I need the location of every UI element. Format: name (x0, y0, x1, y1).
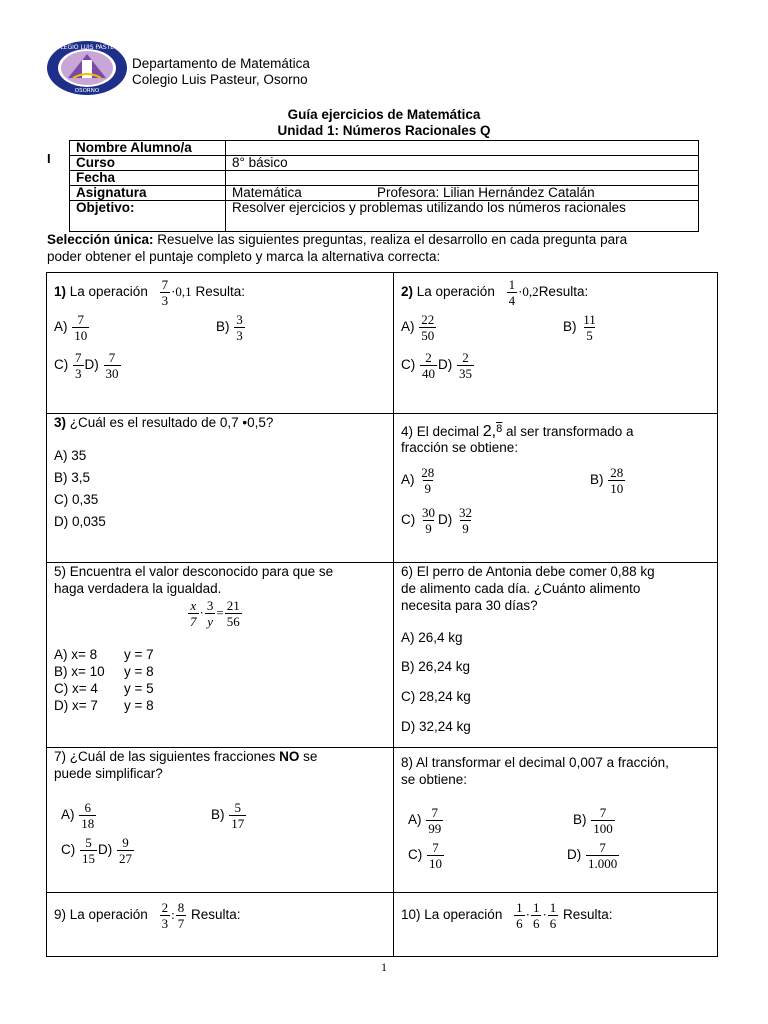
page-number: 1 (381, 960, 387, 974)
question-8-prompt: 8) Al transformar el decimal 0,007 a fracción, (401, 755, 669, 770)
question-3-option-d[interactable]: D) 0,035 (54, 514, 106, 529)
question-8-option-b[interactable]: B) $\frac{7}{100}$ (573, 805, 613, 836)
question-2-option-c[interactable]: C) $\frac{2}{40}$ D) $\frac{2}{35}$ (401, 351, 475, 380)
question-7-prompt-line-2: puede simplificar? (54, 766, 163, 781)
question-6-option-b[interactable]: B) 26,24 kg (401, 659, 471, 674)
question-3-option-b[interactable]: B) 3,5 (54, 470, 91, 485)
name-field[interactable] (226, 141, 699, 156)
name-label: Nombre Alumno/a (70, 141, 226, 156)
question-7-prompt: 7) ¿Cuál de las siguientes fracciones NO se (54, 749, 318, 764)
question-10-prompt: 10) La operación $\frac{1}{6}$ · $\frac{1}{6}$ · $\frac{1}{6}$ Resulta: (401, 900, 613, 931)
question-9-prompt: 9) La operación $\frac{2}{3}$ : $\frac{8}{7}$ Resulta: (54, 900, 241, 931)
instructions-text: Resuelve las siguientes preguntas, realiza el desarrollo en cada pregunta para (153, 232, 628, 247)
question-7-option-a[interactable]: A) $\frac{6}{18}$ (61, 800, 95, 831)
date-field[interactable] (226, 171, 699, 186)
objective-value: Resolver ejercicios y problemas utilizando los números racionales (226, 201, 699, 232)
question-6-option-d[interactable]: D) 32,24 kg (401, 719, 471, 734)
instructions (47, 231, 727, 265)
question-2-option-a[interactable]: A) $\frac{22}{50}$ (401, 312, 435, 343)
svg-text:OSORNO: OSORNO (74, 88, 100, 94)
question-6-prompt: 6) El perro de Antonia debe comer 0,88 kg (401, 564, 655, 579)
margin-mark: I (47, 151, 51, 166)
question-6-prompt-line-3: necesita para 30 días? (401, 598, 538, 613)
question-1-option-c[interactable]: C) $\frac{7}{3}$ D) $\frac{7}{30}$ (54, 351, 122, 380)
question-2-prompt: 2) La operación $\frac{1}{4}$ ·0,2Resulta: (401, 277, 589, 308)
question-7-option-b[interactable]: B) $\frac{5}{17}$ (211, 800, 245, 831)
question-8-option-c[interactable]: C) $\frac{7}{10}$ (408, 840, 443, 871)
question-1-option-a[interactable]: A) $\frac{7}{10}$ (54, 312, 88, 343)
student-info-table (69, 140, 699, 232)
question-5-option-d[interactable]: D) x= 7 y = 8 (54, 698, 154, 713)
grid-divider (47, 892, 717, 893)
question-5-option-a[interactable]: A) x= 8 y = 7 (54, 647, 154, 662)
subject-row (226, 186, 699, 201)
question-4-prompt-line-2: fracción se obtiene: (401, 440, 519, 455)
question-8-option-a[interactable]: A) $\frac{7}{99}$ (408, 805, 442, 836)
question-1-option-d[interactable]: D) $\frac{7}{30}$ (84, 350, 119, 381)
questions-grid (46, 272, 718, 957)
course-value: 8° básico (226, 156, 699, 171)
department-name: Departamento de Matemática (132, 56, 310, 71)
question-6-prompt-line-2: de alimento cada día. ¿Cuánto alimento (401, 581, 641, 596)
instructions-bold: Selección única: (47, 232, 154, 247)
grid-divider (393, 273, 394, 956)
question-6-option-a[interactable]: A) 26,4 kg (401, 630, 463, 645)
question-7-option-c[interactable]: C) $\frac{5}{15}$ D) $\frac{9}{27}$ (61, 836, 135, 865)
school-logo (46, 40, 128, 96)
page-subtitle: Unidad 1: Números Racionales Q (277, 123, 491, 138)
school-name: Colegio Luis Pasteur, Osorno (132, 72, 308, 87)
question-3-prompt: 3) ¿Cuál es el resultado de 0,7 •0,5? (54, 415, 274, 430)
question-5-equation: $\frac{x}{7}$ · $\frac{3}{y}$ = $\frac{21}{56}$ (190, 598, 240, 629)
instructions-text-2: poder obtener el puntaje completo y marca la alternativa correcta: (47, 249, 441, 264)
question-4-prompt: 4) El decimal 2,$^8$ al ser transformado a (401, 423, 634, 440)
course-label: Curso (70, 156, 226, 171)
question-2-option-d[interactable]: D) $\frac{2}{35}$ (438, 350, 473, 381)
objective-label: Objetivo: (70, 201, 226, 232)
page-title: Guía ejercicios de Matemática (287, 107, 481, 122)
question-1-option-b[interactable]: B) $\frac{3}{3}$ (216, 312, 243, 343)
question-7-option-d[interactable]: D) $\frac{9}{27}$ (98, 835, 133, 866)
teacher-value: Profesora: Lilian Hernández Catalán (377, 185, 595, 200)
question-5-prompt: 5) Encuentra el valor desconocido para que se (54, 564, 334, 579)
question-8-option-d[interactable]: D) $\frac{7}{1.000}$ (567, 840, 618, 871)
question-4-option-c[interactable]: C) $\frac{30}{9}$ D) $\frac{32}{9}$ (401, 506, 475, 535)
subject-label: Asignatura (70, 186, 226, 201)
subject-value: Matemática (232, 185, 302, 200)
svg-text:COLEGIO LUIS PASTEUR: COLEGIO LUIS PASTEUR (51, 44, 123, 51)
question-1-prompt: 1) La operación $\frac{7}{3}$ ·0,1 Resulta: (54, 277, 245, 308)
question-3-option-c[interactable]: C) 0,35 (54, 492, 99, 507)
question-2-option-b[interactable]: B) $\frac{11}{5}$ (563, 312, 596, 343)
date-label: Fecha (70, 171, 226, 186)
question-5-option-c[interactable]: C) x= 4 y = 5 (54, 681, 154, 696)
question-5-option-b[interactable]: B) x= 10 y = 8 (54, 664, 154, 679)
question-8-prompt-line-2: se obtiene: (401, 772, 468, 787)
question-4-option-d[interactable]: D) $\frac{32}{9}$ (438, 505, 473, 536)
question-6-option-c[interactable]: C) 28,24 kg (401, 689, 471, 704)
question-4-option-a[interactable]: A) $\frac{28}{9}$ (401, 465, 435, 496)
question-4-option-b[interactable]: B) $\frac{28}{10}$ (590, 465, 624, 496)
question-5-prompt-line-2: haga verdadera la igualdad. (54, 581, 222, 596)
question-3-option-a[interactable]: A) 35 (54, 448, 87, 463)
